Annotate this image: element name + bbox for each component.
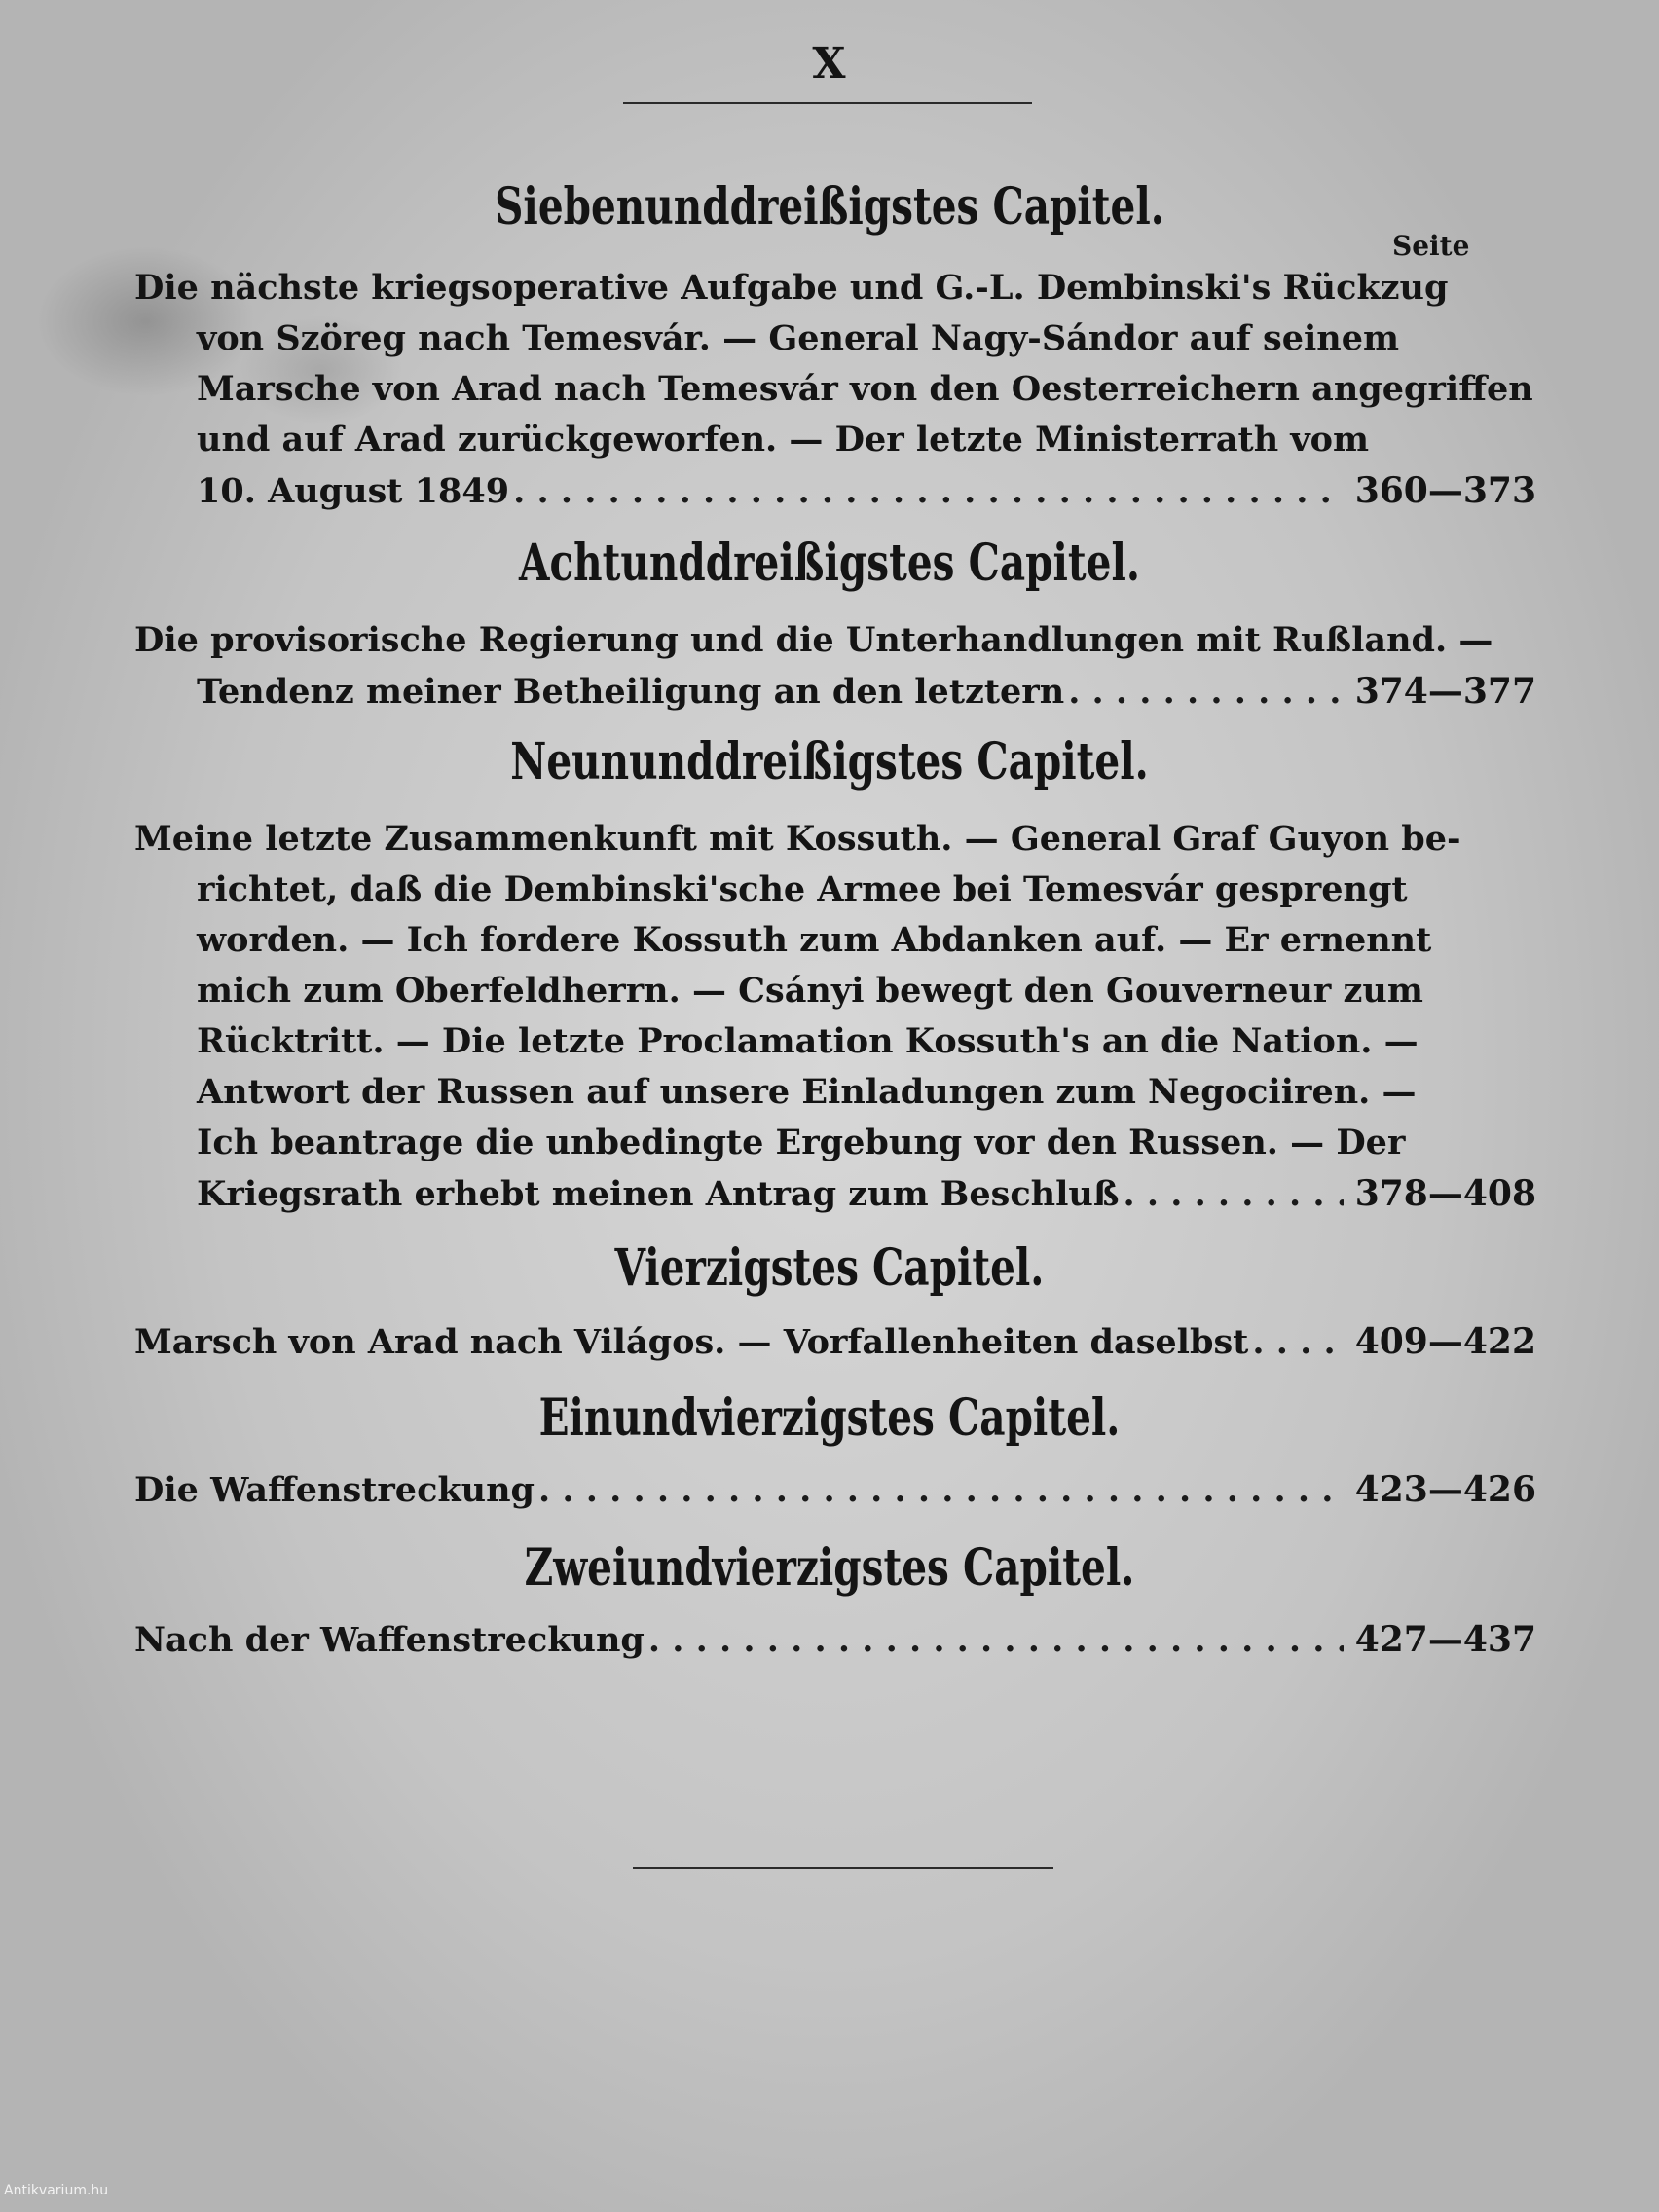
chapter-heading-42: Zweiundvierzigstes Capitel. [524,1538,1135,1598]
chapter-heading-37: Siebenunddreißigstes Capitel. [495,177,1164,237]
entry-last-line [134,1614,1536,1665]
page-number: X [812,39,847,89]
entry-line: Ich beantrage die unbedingte Ergebung vor den Russen. — Der [197,1123,1406,1162]
chapter-heading-41: Einundvierzigstes Capitel. [538,1388,1121,1448]
entry-line: Antwort der Russen auf unsere Einladungen zum Negociiren. — [197,1072,1417,1112]
dot-leader [513,466,1344,517]
chapter-entry-42 [134,1614,1536,1665]
page-range: 423—426 [1354,1469,1536,1510]
chapter-entry-37 [134,263,1536,516]
chapter-entry-38 [134,615,1536,717]
entry-last-line [134,1316,1536,1367]
entry-line: mich zum Oberfeldherrn. — Csányi bewegt den Gouverneur zum [197,971,1423,1011]
entry-line: Die Waffenstreckung [134,1470,535,1510]
dot-leader [1068,667,1344,718]
page-range: 374—377 [1354,671,1536,712]
bottom-rule [633,1867,1053,1869]
chapter-entry-39 [134,814,1536,1219]
page-range: 427—437 [1354,1619,1536,1660]
entry-last-line [134,1464,1536,1515]
page-range: 409—422 [1354,1321,1536,1362]
entry-line: Rücktritt. — Die letzte Proclamation Kossuth's an die Nation. — [197,1021,1419,1061]
entry-last-line [134,666,1536,717]
entry-line: Marsch von Arad nach Világos. — Vorfallenheiten daselbst [134,1322,1249,1362]
entry-line: richtet, daß die Dembinski'sche Armee bei Temesvár gesprengt [197,869,1408,909]
entry-line: Marsche von Arad nach Temesvár von den Oesterreichern angegriffen [197,369,1533,409]
chapter-heading-40: Vierzigstes Capitel. [614,1238,1045,1298]
page-range: 378—408 [1354,1173,1536,1214]
page-range: 360—373 [1354,470,1536,511]
entry-line: Tendenz meiner Betheiligung an den letztern [197,672,1065,712]
entry-line: worden. — Ich fordere Kossuth zum Abdanken auf. — Er ernennt [197,920,1432,960]
chapter-heading-39: Neununddreißigstes Capitel. [510,732,1149,792]
top-rule [623,102,1032,104]
dot-leader [538,1465,1344,1516]
chapter-entry-40 [134,1316,1536,1367]
entry-line: Kriegsrath erhebt meinen Antrag zum Beschluß [197,1174,1120,1214]
dot-leader [1252,1317,1343,1368]
entry-line: Die provisorische Regierung und die Unterhandlungen mit Rußland. — [134,620,1493,660]
entry-line: von Szöreg nach Temesvár. — General Nagy-Sándor auf seinem [197,318,1400,358]
entry-line: Meine letzte Zusammenkunft mit Kossuth. — General Graf Guyon be- [134,819,1461,859]
chapter-entry-41 [134,1464,1536,1515]
entry-last-line [134,1168,1536,1219]
entry-line: Die nächste kriegsoperative Aufgabe und G.-L. Dembinski's Rückzug [134,268,1449,308]
column-header-seite: Seite [1392,230,1470,262]
dot-leader [648,1615,1344,1666]
entry-line: und auf Arad zurückgeworfen. — Der letzte Ministerrath vom [197,420,1370,460]
entry-line: Nach der Waffenstreckung [134,1620,645,1660]
entry-line: 10. August 1849 [197,471,510,511]
watermark: Antikvarium.hu [4,2183,109,2198]
dot-leader [1123,1169,1343,1220]
entry-last-line [134,465,1536,516]
chapter-heading-38: Achtunddreißigstes Capitel. [519,534,1140,593]
